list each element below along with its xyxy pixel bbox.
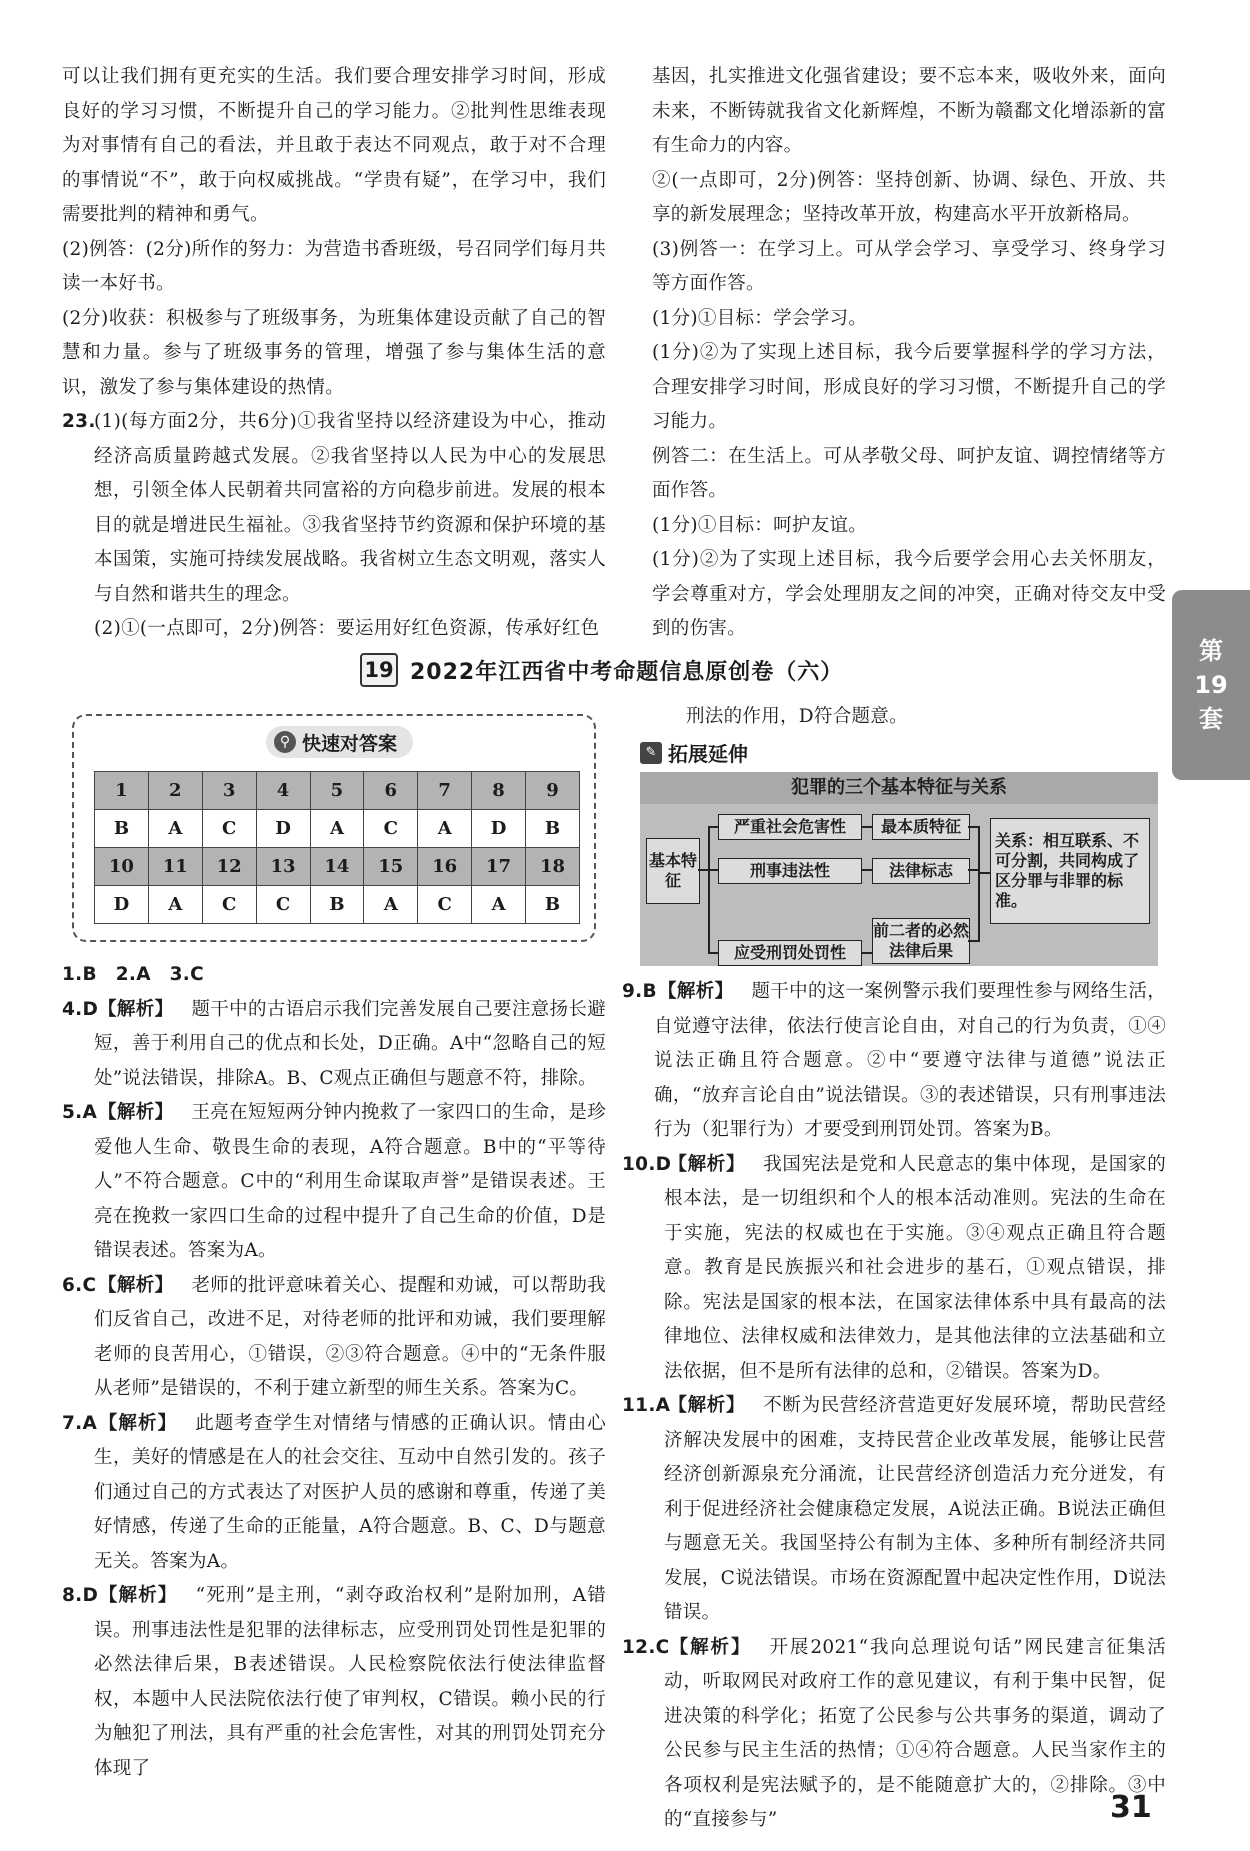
table-cell: 12 — [202, 848, 256, 886]
basic-features-box: 基本特征 — [646, 838, 700, 904]
search-icon: ⚲ — [274, 731, 296, 753]
table-cell: 4 — [256, 772, 310, 810]
table-cell: 18 — [526, 848, 580, 886]
table-cell: A — [418, 810, 472, 848]
table-cell: 17 — [472, 848, 526, 886]
table-cell: A — [310, 810, 364, 848]
side-tab-line: 第 — [1199, 637, 1223, 665]
analysis-item — [62, 1407, 606, 1580]
table-cell: A — [472, 886, 526, 924]
analysis-item — [62, 1096, 606, 1269]
set-header — [360, 651, 843, 689]
set-title: 2022年江西省中考命题信息原创卷（六） — [410, 659, 844, 685]
table-cell: D — [472, 810, 526, 848]
connector-line — [862, 826, 872, 828]
table-cell: B — [526, 886, 580, 924]
paragraph: 可以让我们拥有更充实的生活。我们要合理安排学习时间，形成良好的学习习惯，不断提升自己的学习能力。②批判性思维表现为对事情有自己的看法，并且敢于表达不同观点，敢于对不合理的事情说“不”，敢于向权威挑战。“学贵有疑”，在学习中，我们需要批判的精神和勇气。 — [62, 66, 606, 225]
side-tab-line: 套 — [1199, 705, 1223, 733]
analysis-item — [62, 1269, 606, 1407]
quick-answer-title — [266, 726, 413, 758]
table-cell: 11 — [148, 848, 202, 886]
item-number: 5.A — [62, 1102, 98, 1123]
top-right-column — [652, 60, 1166, 647]
page-number: 31 — [1110, 1790, 1152, 1825]
bottom-left-column — [62, 958, 606, 1786]
paragraph: (2分)收获：积极参与了班级事务，为班集体建设贡献了自己的智慧和力量。参与了班级事务的管理，增强了参与集体生活的意识，激发了参与集体建设的热情。 — [62, 307, 606, 398]
analysis-tag: 【解析】 — [668, 1636, 752, 1658]
crime-features-diagram — [640, 772, 1158, 966]
paragraph: (1分)②为了实现上述目标，我今后要学会用心去关怀朋友，学会尊重对方，学会处理朋友之间的冲突，正确对待交友中受到的伤害。 — [652, 549, 1166, 639]
table-cell: C — [256, 886, 310, 924]
table-cell: 9 — [526, 772, 580, 810]
table-cell: A — [148, 886, 202, 924]
item-number: 11.A — [622, 1395, 671, 1416]
analysis-tag: 【解析】 — [98, 1585, 178, 1606]
connector-line — [698, 869, 708, 871]
analysis-item — [622, 1389, 1166, 1631]
side-tab-line: 19 — [1194, 671, 1228, 699]
item-number: 12.C — [622, 1636, 670, 1658]
table-cell: C — [418, 886, 472, 924]
right-continuation — [686, 700, 1166, 735]
connector-line — [708, 826, 710, 954]
table-row — [95, 886, 580, 924]
connector-line — [968, 940, 978, 942]
table-cell: 3 — [202, 772, 256, 810]
table-cell: 6 — [364, 772, 418, 810]
analysis-item — [622, 1148, 1166, 1390]
table-cell: A — [148, 810, 202, 848]
analysis-text: 老师的批评意味着关心、提醒和劝诫，可以帮助我们反省自己，改进不足，对待老师的批评和劝诫，我们要理解老师的良苦用心，①错误，②③符合题意。④中的“无条件服从老师”是错误的，不利于建立新型的师生关系。答案为C。 — [94, 1274, 606, 1399]
item-number: 9.B — [622, 981, 657, 1002]
table-cell: 2 — [148, 772, 202, 810]
analysis-text: 此题考查学生对情绪与情感的正确认识。情由心生，美好的情感是在人的社会交往、互动中自然引发的。孩子们通过自己的方式表达了对医护人员的感谢和尊重，传递了美好情感，传递了生命的正能量，A符合题意。B、C、D与题意无关。答案为A。 — [94, 1412, 606, 1572]
analysis-tag: 【解析】 — [668, 1153, 746, 1175]
top-left-column — [62, 60, 606, 647]
item-number: 4.D — [62, 998, 99, 1020]
table-cell: 16 — [418, 848, 472, 886]
item-number: 6.C — [62, 1274, 97, 1296]
paragraph: (3)例答一：在学习上。可从学会学习、享受学习、终身学习等方面作答。 — [652, 238, 1166, 294]
analysis-text: 开展2021“我向总理说句话”网民建言征集活动，听取网民对政府工作的意见建议，有利于集中民智，促进决策的科学化；拓宽了公民参与公共事务的渠道，调动了公民参与民主生活的热情；①④符合题意。人民当家作主的各项权利是宪法赋予的，是不能随意扩大的，②排除。③中的“直接参与” — [664, 1636, 1166, 1830]
analysis-tag: 【解析】 — [98, 1412, 178, 1434]
answer-table — [94, 771, 580, 924]
analysis-item — [622, 975, 1166, 1148]
analysis-tag: 【解析】 — [98, 1102, 174, 1123]
feature-box: 刑事违法性 — [718, 858, 862, 884]
table-cell: B — [526, 810, 580, 848]
set-number-badge: 19 — [360, 653, 398, 687]
table-cell: 1 — [95, 772, 149, 810]
bottom-right-column — [622, 975, 1166, 1838]
analysis-item — [62, 993, 606, 1097]
connector-line — [978, 826, 980, 942]
connector-line — [862, 952, 872, 954]
feature-box: 应受刑罚处罚性 — [718, 940, 862, 966]
table-row — [95, 810, 580, 848]
question-23 — [62, 405, 606, 612]
quick-answer-box — [72, 714, 596, 942]
analysis-tag: 【解析】 — [668, 1395, 746, 1416]
extension-icon: ✎ — [640, 742, 662, 764]
quick-answer-title-text: 快速对答案 — [302, 732, 398, 755]
table-cell: 15 — [364, 848, 418, 886]
feature-box: 严重社会危害性 — [718, 814, 862, 840]
question-23-text: (1)(每方面2分，共6分)①我省坚持以经济建设为中心，推动经济高质量跨越式发展。②我省坚持以人民为中心的发展思想，引领全体人民朝着共同富裕的方向稳步前进。发展的根本目的就是增进民生福祉。③我省坚持节约资源和保护环境的基本国策，实施可持续发展战略。我省树立生态文明观，落实人与自然和谐共生的理念。 — [94, 411, 606, 605]
item-number: 10.D — [622, 1153, 672, 1175]
connector-line — [968, 869, 978, 871]
analysis-text: 王亮在短短两分钟内挽救了一家四口的生命，是珍爱他人生命、敬畏生命的表现，A符合题意。B中的“平等待人”不符合题意。C中的“利用生命谋取声誉”是错误表述。王亮在挽救一家四口生命的过程中提升了自己生命的价值，D是错误表述。答案为A。 — [94, 1102, 606, 1261]
question-23-part2-text: (2)①(一点即可，2分)例答：要运用好红色资源，传承好红色 — [94, 618, 600, 639]
analysis-text: 我国宪法是党和人民意志的集中体现，是国家的根本法，是一切组织和个人的根本活动准则。宪法的生命在于实施，宪法的权威也在于实施。③④观点正确且符合题意。教育是民族振兴和社会进步的基石，①观点错误，排除。宪法是国家的根本法，在国家法律体系中具有最高的法律地位、法律权威和法律效力，是其他法律的立法基础和立法依据，但不是所有法律的总和，②错误。答案为D。 — [664, 1153, 1166, 1382]
paragraph: (1分)①目标：学会学习。 — [652, 307, 868, 329]
analysis-text: “死刑”是主刑，“剥夺政治权利”是附加刑，A错误。刑事违法性是犯罪的法律标志，应受刑罚处罚性是犯罪的必然法律后果，B表述错误。人民检察院依法行使法律监督权，本题中人民法院依法行使了审判权，C错误。赖小民的行为触犯了刑法，具有严重的社会危害性，对其的刑罚处罚充分体现了 — [94, 1585, 606, 1779]
paragraph: (2)例答：(2分)所作的努力：为营造书香班级，号召同学们每月共读一本好书。 — [62, 238, 606, 294]
table-cell: C — [202, 886, 256, 924]
table-row — [95, 848, 580, 886]
analysis-text: 题干中的这一案例警示我们要理性参与网络生活，自觉遵守法律，依法行使言论自由，对自己的行为负责，①④说法正确且符合题意。②中“要遵守法律与道德”说法正确，“放弃言论自由”说法错误。③的表述错误，只有刑事违法行为（犯罪行为）才要受到刑罚处罚。答案为B。 — [654, 981, 1166, 1140]
paragraph: 例答二：在生活上。可从孝敬父母、呵护友谊、调控情绪等方面作答。 — [652, 445, 1166, 501]
table-cell: B — [310, 886, 364, 924]
paragraph: 基因，扎实推进文化强省建设；要不忘本来，吸收外来，面向未来，不断铸就我省文化新辉煌，不断为赣鄱文化增添新的富有生命力的内容。 — [652, 66, 1166, 156]
item-number: 7.A — [62, 1412, 98, 1434]
table-cell: 14 — [310, 848, 364, 886]
attribute-box: 最本质特征 — [872, 814, 970, 840]
analysis-text: 题干中的古语启示我们完善发展自己要注意扬长避短，善于利用自己的优点和长处，D正确。A中“忽略自己的短处”说法错误，排除A。B、C观点正确但与题意不符，排除。 — [94, 998, 606, 1089]
table-cell: B — [95, 810, 149, 848]
paragraph: (1分)②为了实现上述目标，我今后要掌握科学的学习方法，合理安排学习时间，形成良好的学习习惯，不断提升自己的学习能力。 — [652, 342, 1166, 432]
analysis-tag: 【解析】 — [658, 981, 734, 1002]
continued-text: 刑法的作用，D符合题意。 — [686, 706, 908, 727]
table-cell: 7 — [418, 772, 472, 810]
table-cell: 13 — [256, 848, 310, 886]
connector-line — [708, 952, 718, 954]
paragraph: (1分)①目标：呵护友谊。 — [652, 514, 868, 536]
table-cell: C — [364, 810, 418, 848]
paragraph: ②(一点即可，2分)例答：坚持创新、协调、绿色、开放、共享的新发展理念；坚持改革开放，构建高水平开放新格局。 — [652, 169, 1166, 225]
analysis-item — [62, 1579, 606, 1786]
table-cell: D — [256, 810, 310, 848]
question-23-part2 — [62, 612, 606, 647]
analysis-tag: 【解析】 — [98, 998, 174, 1020]
question-number: 23. — [62, 411, 96, 432]
connector-line — [708, 869, 718, 871]
analysis-text: 不断为民营经济营造更好发展环境，帮助民营经济解决发展中的困难，支持民营企业改革发展，能够让民营经济创新源泉充分涌流，让民营经济创造活力充分迸发，有利于促进经济社会健康稳定发展，A说法正确。B说法正确但与题意无关。我国坚持公有制为主体、多种所有制经济共同发展，C说法错误。市场在资源配置中起决定性作用，D说法错误。 — [664, 1395, 1166, 1623]
table-cell: 5 — [310, 772, 364, 810]
diagram-title: 犯罪的三个基本特征与关系 — [640, 772, 1158, 804]
table-cell: D — [95, 886, 149, 924]
table-cell: A — [364, 886, 418, 924]
connector-line — [978, 872, 990, 874]
analysis-item — [622, 1631, 1166, 1838]
side-tab[interactable] — [1172, 590, 1250, 780]
relation-box: 关系：相互联系、不可分割，共同构成了区分罪与非罪的标准。 — [990, 818, 1150, 924]
extension-label-text: 拓展延伸 — [668, 742, 748, 766]
connector-line — [708, 826, 718, 828]
attribute-box: 法律标志 — [872, 858, 970, 884]
connector-line — [862, 869, 872, 871]
connector-line — [968, 826, 978, 828]
item-number: 8.D — [62, 1585, 99, 1606]
table-cell: 8 — [472, 772, 526, 810]
answers-1-3: 1.B 2.A 3.C — [62, 964, 204, 985]
analysis-tag: 【解析】 — [98, 1274, 174, 1296]
table-cell: C — [202, 810, 256, 848]
extension-label — [640, 738, 748, 767]
table-cell: 10 — [95, 848, 149, 886]
attribute-box: 前二者的必然法律后果 — [872, 918, 970, 964]
table-row — [95, 772, 580, 810]
